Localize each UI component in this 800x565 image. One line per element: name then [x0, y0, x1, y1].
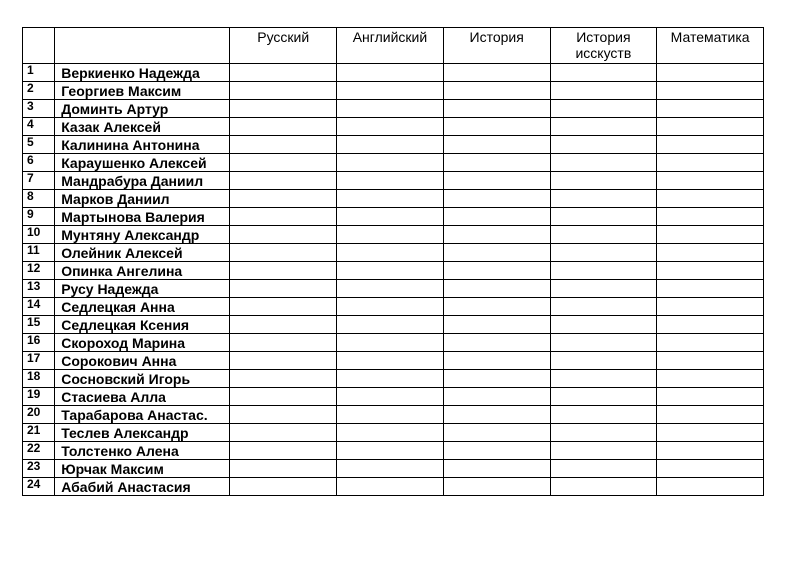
- student-name: Доминть Артур: [55, 100, 230, 118]
- row-number: 21: [23, 424, 55, 442]
- row-number: 5: [23, 136, 55, 154]
- row-number: 22: [23, 442, 55, 460]
- grade-cell: [230, 172, 337, 190]
- grade-cell: [337, 136, 444, 154]
- grade-cell: [657, 424, 764, 442]
- table-row: [23, 190, 764, 208]
- table-row: [23, 316, 764, 334]
- grade-cell: [230, 280, 337, 298]
- student-name: Стасиева Алла: [55, 388, 230, 406]
- student-name: Русу Надежда: [55, 280, 230, 298]
- grade-cell: [657, 442, 764, 460]
- grade-cell: [443, 460, 550, 478]
- student-name: Седлецкая Анна: [55, 298, 230, 316]
- grade-table: [22, 27, 764, 496]
- grade-cell: [337, 172, 444, 190]
- grade-cell: [443, 118, 550, 136]
- grade-cell: [443, 262, 550, 280]
- header-subject-math: Математика: [657, 28, 764, 64]
- grade-cell: [337, 100, 444, 118]
- table-row: [23, 262, 764, 280]
- grade-cell: [230, 298, 337, 316]
- grade-cell: [337, 226, 444, 244]
- grade-cell: [337, 442, 444, 460]
- grade-cell: [337, 334, 444, 352]
- grade-cell: [657, 154, 764, 172]
- grade-cell: [550, 280, 657, 298]
- grade-cell: [443, 82, 550, 100]
- grade-cell: [230, 478, 337, 496]
- grade-cell: [443, 226, 550, 244]
- student-name: Тарабарова Анастас.: [55, 406, 230, 424]
- header-num: [23, 28, 55, 64]
- row-number: 18: [23, 370, 55, 388]
- student-name: Опинка Ангелина: [55, 262, 230, 280]
- table-row: [23, 370, 764, 388]
- grade-cell: [550, 82, 657, 100]
- grade-cell: [657, 64, 764, 82]
- grade-cell: [230, 190, 337, 208]
- student-name: Веркиенко Надежда: [55, 64, 230, 82]
- grade-cell: [443, 136, 550, 154]
- table-row: [23, 388, 764, 406]
- row-number: 7: [23, 172, 55, 190]
- table-row: [23, 64, 764, 82]
- table-row: [23, 298, 764, 316]
- grade-cell: [443, 208, 550, 226]
- grade-cell: [230, 424, 337, 442]
- row-number: 9: [23, 208, 55, 226]
- row-number: 12: [23, 262, 55, 280]
- grade-cell: [230, 226, 337, 244]
- table-row: [23, 424, 764, 442]
- grade-cell: [550, 262, 657, 280]
- grade-cell: [550, 388, 657, 406]
- grade-cell: [657, 352, 764, 370]
- student-name: Юрчак Максим: [55, 460, 230, 478]
- grade-cell: [550, 424, 657, 442]
- student-name: Седлецкая Ксения: [55, 316, 230, 334]
- grade-cell: [443, 442, 550, 460]
- grade-cell: [443, 406, 550, 424]
- grade-cell: [337, 118, 444, 136]
- grade-cell: [550, 478, 657, 496]
- grade-cell: [230, 82, 337, 100]
- row-number: 16: [23, 334, 55, 352]
- grade-cell: [443, 370, 550, 388]
- row-number: 19: [23, 388, 55, 406]
- row-number: 4: [23, 118, 55, 136]
- row-number: 15: [23, 316, 55, 334]
- grade-cell: [550, 118, 657, 136]
- grade-cell: [337, 424, 444, 442]
- table-row: [23, 118, 764, 136]
- grade-cell: [550, 460, 657, 478]
- grade-cell: [230, 262, 337, 280]
- grade-cell: [657, 226, 764, 244]
- table-body: [23, 64, 764, 496]
- table-row: [23, 100, 764, 118]
- grade-cell: [443, 388, 550, 406]
- student-name: Толстенко Алена: [55, 442, 230, 460]
- grade-cell: [443, 172, 550, 190]
- grade-cell: [337, 406, 444, 424]
- grade-cell: [550, 136, 657, 154]
- row-number: 6: [23, 154, 55, 172]
- student-name: Георгиев Максим: [55, 82, 230, 100]
- header-subject-art-history: История исскуств: [550, 28, 657, 64]
- table-row: [23, 442, 764, 460]
- grade-cell: [337, 478, 444, 496]
- grade-cell: [550, 154, 657, 172]
- grade-cell: [550, 190, 657, 208]
- table-row: [23, 82, 764, 100]
- grade-cell: [657, 478, 764, 496]
- grade-cell: [443, 280, 550, 298]
- grade-cell: [657, 136, 764, 154]
- header-subject-history: История: [443, 28, 550, 64]
- grade-cell: [443, 478, 550, 496]
- grade-cell: [443, 64, 550, 82]
- grade-cell: [550, 226, 657, 244]
- grade-cell: [337, 298, 444, 316]
- grade-cell: [657, 244, 764, 262]
- grade-cell: [230, 208, 337, 226]
- grade-cell: [337, 82, 444, 100]
- grade-cell: [657, 82, 764, 100]
- grade-cell: [657, 406, 764, 424]
- grade-cell: [230, 460, 337, 478]
- grade-cell: [337, 352, 444, 370]
- student-name: Калинина Антонина: [55, 136, 230, 154]
- grade-cell: [443, 316, 550, 334]
- row-number: 13: [23, 280, 55, 298]
- grade-cell: [230, 352, 337, 370]
- table-row: [23, 136, 764, 154]
- grade-cell: [657, 118, 764, 136]
- grade-cell: [230, 244, 337, 262]
- grade-cell: [657, 208, 764, 226]
- header-subject-russian: Русский: [230, 28, 337, 64]
- grade-cell: [550, 316, 657, 334]
- table-row: [23, 244, 764, 262]
- grade-cell: [337, 280, 444, 298]
- table-row: [23, 280, 764, 298]
- student-name: Караушенко Алексей: [55, 154, 230, 172]
- student-name: Теслев Александр: [55, 424, 230, 442]
- grade-cell: [657, 100, 764, 118]
- grade-cell: [657, 172, 764, 190]
- grade-cell: [337, 208, 444, 226]
- grade-cell: [657, 370, 764, 388]
- grade-cell: [657, 460, 764, 478]
- header-subject-english: Английский: [337, 28, 444, 64]
- grade-cell: [337, 460, 444, 478]
- grade-cell: [657, 334, 764, 352]
- row-number: 3: [23, 100, 55, 118]
- grade-cell: [230, 136, 337, 154]
- header-name: [55, 28, 230, 64]
- table-row: [23, 208, 764, 226]
- grade-cell: [230, 118, 337, 136]
- grade-cell: [443, 424, 550, 442]
- grade-cell: [443, 244, 550, 262]
- student-name: Сосновский Игорь: [55, 370, 230, 388]
- grade-cell: [443, 334, 550, 352]
- grade-cell: [550, 406, 657, 424]
- grade-cell: [657, 262, 764, 280]
- grade-cell: [337, 370, 444, 388]
- student-name: Марков Даниил: [55, 190, 230, 208]
- student-name: Олейник Алексей: [55, 244, 230, 262]
- grade-cell: [230, 370, 337, 388]
- grade-cell: [230, 334, 337, 352]
- table-row: [23, 334, 764, 352]
- row-number: 11: [23, 244, 55, 262]
- grade-cell: [550, 334, 657, 352]
- grade-cell: [657, 316, 764, 334]
- grade-cell: [550, 64, 657, 82]
- grade-cell: [550, 370, 657, 388]
- table-row: [23, 460, 764, 478]
- table-row: [23, 352, 764, 370]
- row-number: 17: [23, 352, 55, 370]
- grade-cell: [550, 172, 657, 190]
- grade-cell: [337, 262, 444, 280]
- grade-cell: [337, 388, 444, 406]
- grade-cell: [337, 190, 444, 208]
- row-number: 23: [23, 460, 55, 478]
- grade-cell: [657, 190, 764, 208]
- table-row: [23, 226, 764, 244]
- grade-cell: [550, 442, 657, 460]
- grade-cell: [550, 244, 657, 262]
- header-row: [23, 28, 764, 64]
- grade-cell: [230, 64, 337, 82]
- row-number: 1: [23, 64, 55, 82]
- grade-cell: [337, 244, 444, 262]
- grade-cell: [443, 100, 550, 118]
- grade-cell: [550, 298, 657, 316]
- row-number: 8: [23, 190, 55, 208]
- student-name: Мартынова Валерия: [55, 208, 230, 226]
- grade-cell: [230, 406, 337, 424]
- grade-cell: [230, 100, 337, 118]
- grade-cell: [657, 280, 764, 298]
- row-number: 10: [23, 226, 55, 244]
- student-name: Скороход Марина: [55, 334, 230, 352]
- grade-cell: [443, 154, 550, 172]
- table-row: [23, 172, 764, 190]
- row-number: 14: [23, 298, 55, 316]
- grade-cell: [550, 100, 657, 118]
- grade-cell: [657, 298, 764, 316]
- grade-cell: [443, 352, 550, 370]
- grade-cell: [550, 208, 657, 226]
- student-name: Мунтяну Александр: [55, 226, 230, 244]
- table-row: [23, 154, 764, 172]
- row-number: 2: [23, 82, 55, 100]
- student-name: Казак Алексей: [55, 118, 230, 136]
- grade-cell: [550, 352, 657, 370]
- grade-cell: [230, 154, 337, 172]
- grade-cell: [337, 154, 444, 172]
- student-name: Абабий Анастасия: [55, 478, 230, 496]
- grade-cell: [230, 442, 337, 460]
- grade-cell: [230, 388, 337, 406]
- grade-cell: [443, 298, 550, 316]
- grade-cell: [337, 316, 444, 334]
- row-number: 20: [23, 406, 55, 424]
- student-name: Сорокович Анна: [55, 352, 230, 370]
- student-name: Мандрабура Даниил: [55, 172, 230, 190]
- grade-cell: [443, 190, 550, 208]
- table-row: [23, 406, 764, 424]
- grade-cell: [230, 316, 337, 334]
- row-number: 24: [23, 478, 55, 496]
- table-row: [23, 478, 764, 496]
- grade-cell: [657, 388, 764, 406]
- grade-cell: [337, 64, 444, 82]
